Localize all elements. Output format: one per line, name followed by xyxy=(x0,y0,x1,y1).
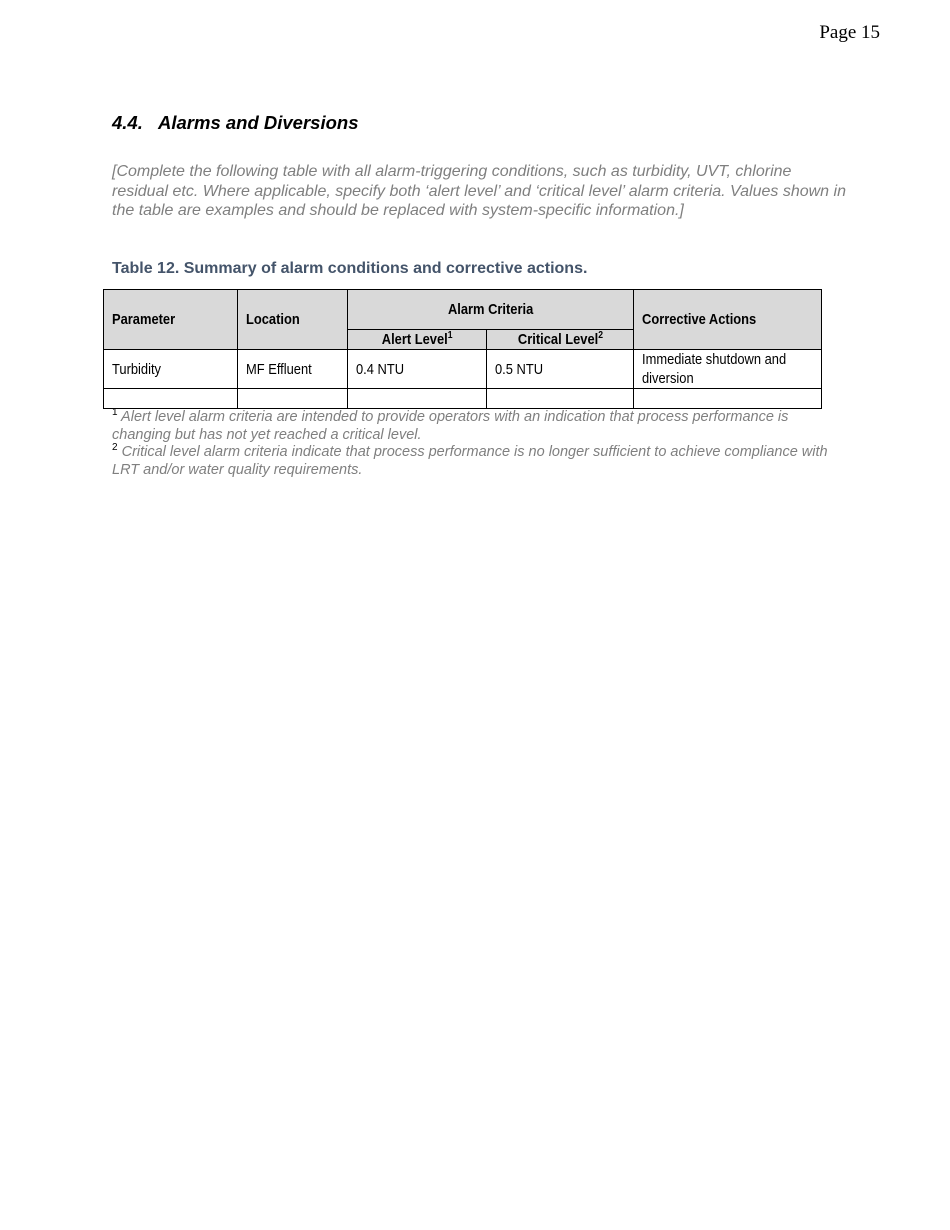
header-parameter: Parameter xyxy=(104,290,238,350)
footnote-text-2: Critical level alarm criteria indicate that process performance is no longer sufficient to achieve compliance with LRT and/or water quality requirements. xyxy=(112,444,828,478)
footnote-text-1: Alert level alarm criteria are intended to provide operators with an indication that process performance is changing but has not yet reached a critical level. xyxy=(112,409,789,443)
table-row xyxy=(104,350,822,389)
header-alarm-criteria: Alarm Criteria xyxy=(348,290,634,330)
page-number: Page 15 xyxy=(819,22,880,43)
section-title: Alarms and Diversions xyxy=(158,112,359,133)
cell-location: MF Effluent xyxy=(238,350,348,389)
footnote-ref-1: 1 xyxy=(447,330,453,341)
cell-critical-level xyxy=(487,389,634,409)
footnote-mark-1: 1 xyxy=(112,407,118,419)
section-heading xyxy=(112,112,359,134)
header-location: Location xyxy=(238,290,348,350)
instruction-paragraph: [Complete the following table with all alarm-triggering conditions, such as turbidity, UVT, chlorine residual etc. Where applicable, specify both ‘alert level’ and ‘critical level’ alarm criteria. Values shown in the table are examples and should be replaced with system-specific information.] xyxy=(112,163,846,219)
cell-corrective-actions: Immediate shutdown and diversion xyxy=(634,350,822,389)
cell-corrective-actions xyxy=(634,389,822,409)
cell-parameter: Turbidity xyxy=(104,350,238,389)
cell-parameter xyxy=(104,389,238,409)
table-header-row xyxy=(104,290,822,330)
footnote-1 xyxy=(112,409,842,444)
header-alert-level: Alert Level$^1$ xyxy=(348,330,487,350)
cell-critical-level: 0.5 NTU xyxy=(487,350,634,389)
cell-alert-level: 0.4 NTU xyxy=(348,350,487,389)
header-critical-level: Critical Level$^2$ xyxy=(487,330,634,350)
alarm-conditions-table xyxy=(103,289,822,409)
cell-alert-level xyxy=(348,389,487,409)
footnote-ref-2: 2 xyxy=(597,330,603,341)
footnote-2 xyxy=(112,444,842,479)
table-row-empty xyxy=(104,389,822,409)
cell-location xyxy=(238,389,348,409)
table-caption: Table 12. Summary of alarm conditions and corrective actions. xyxy=(112,260,588,277)
footnote-mark-2: 2 xyxy=(112,442,118,454)
header-corrective-actions: Corrective Actions xyxy=(634,290,822,350)
footnotes xyxy=(112,409,842,479)
section-number: 4.4. xyxy=(112,112,143,133)
